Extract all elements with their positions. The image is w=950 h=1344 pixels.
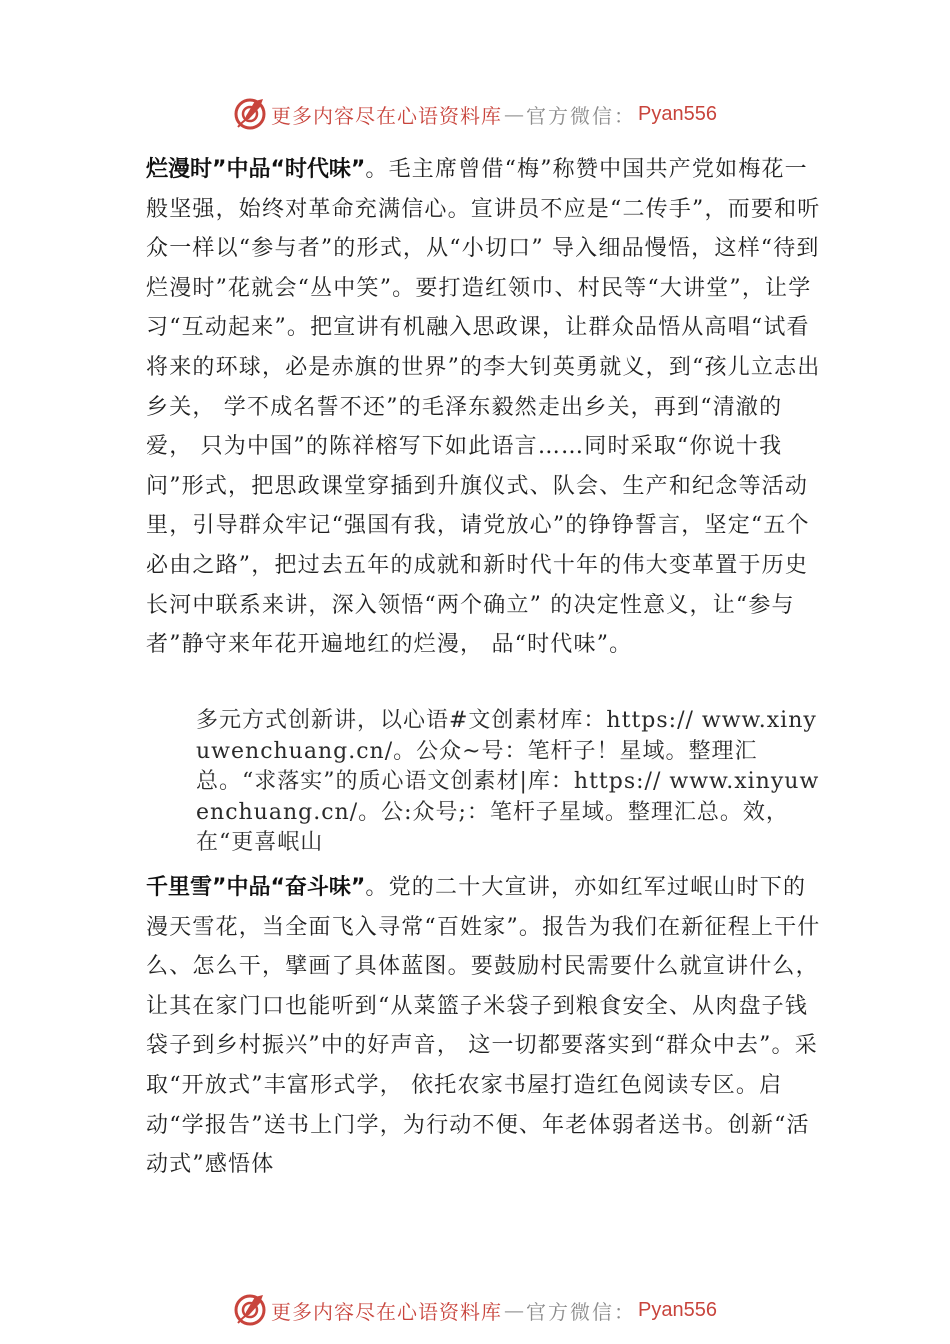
red-pen-circle-logo-icon [233,97,267,131]
paragraph-lead-heading: 烂漫时”中品“时代味” [146,157,366,182]
footer-banner [0,1290,950,1330]
banner-wechat-id: Pyan556 [638,102,717,125]
paragraph-body: 。毛主席曾借“梅”称赞中国共产党如梅花一般坚强，始终对革命充满信心。宣讲员不应是“二传手”，而要和听众一样以“参与者”的形式，从“小切口” 导入细品慢悟，这样“待到烂漫时”花就会“丛中笑”。要打造红领巾、村民等“大讲堂”，让学习“互动起来”。把宣讲有机融入思政课，让群众品悟从高唱“试看将来的环球，必是赤旗的世界”的李大钊英勇就义，到“孩儿立志出乡关， 学不成名誓不还”的毛泽东毅然走出乡关，再到“清澈的爱， 只为中国”的陈祥榕写下如此语言……同时采取“你说十我问”形式，把思政课堂穿插到升旗仪式、队会、生产和纪念等活动里，引导群众牢记“强国有我，请党放心”的铮铮誓言，坚定“五个必由之路”，把过去五年的成就和新时代十年的伟大变革置于历史长河中联系来讲，深入领悟“两个确立” 的决定性意义，让“参与者”静守来年花开遍地红的烂漫， 品“时代味”。 [146,157,821,658]
header-banner [0,94,950,134]
paragraph-lead-heading: 千里雪”中品“奋斗味” [146,875,366,900]
banner-title: 更多内容尽在心语资料库 [271,1299,503,1324]
banner-separator: — [504,102,525,126]
paragraph-body: 。党的二十大宣讲，亦如红军过岷山时下的漫天雪花，当全面飞入寻常“百姓家”。报告为我们在新征程上干什么、怎么干，擘画了具体蓝图。要鼓励村民需要什么就宣讲什么，让其在家门口也能听到“从菜篮子米袋子到粮食安全、从肉盘子钱袋子到乡村振兴”中的好声音， 这一切都要落实到“群众中去”。采取“开放式”丰富形式学， 依托农家书屋打造红色阅读专区。启动“学报告”送书上门学，为行动不便、年老体弱者送书。创新“活动式”感悟体 [146,875,821,1178]
red-pen-circle-logo-icon [233,1293,267,1327]
banner-subtitle: 官方微信： [526,103,637,128]
banner-title: 更多内容尽在心语资料库 [271,103,503,128]
banner-subtitle: 官方微信： [526,1299,637,1324]
banner-wechat-id: Pyan556 [638,1298,717,1321]
banner-separator: — [504,1298,525,1322]
paragraph-struggle-flavor [146,868,826,1185]
source-note: 多元方式创新讲，以心语#文创素材库：https:// www.xinyuwenchuang.cn/。公众~号：笔杆子！星域。整理汇总。“求落实”的质心语文创素材|库：https:// www.xinyuwenchuang.cn/。公:众号;：笔杆子星域。整理汇总。效，在“更喜岷山 [196,708,820,855]
paragraph-time-flavor [146,150,826,665]
